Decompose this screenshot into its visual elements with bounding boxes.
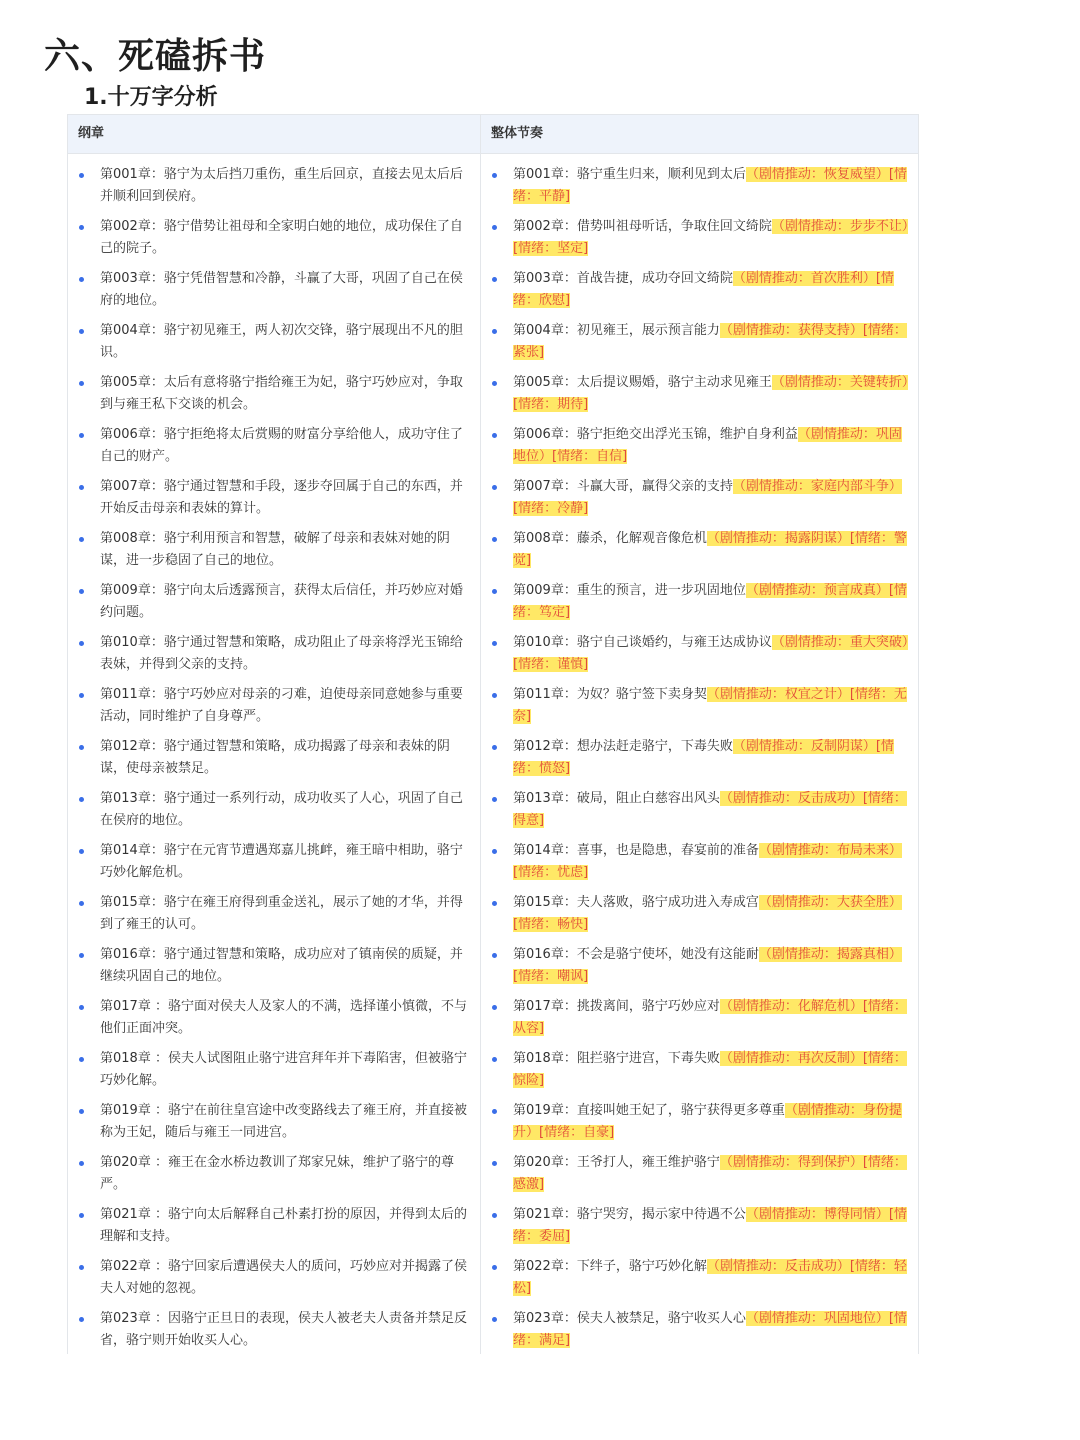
analysis-table bbox=[67, 114, 919, 1354]
rhythm-item bbox=[481, 788, 918, 832]
outline-text: 第008章：骆宁利用预言和智慧，破解了母亲和表妹对她的阴谋，进一步稳固了自己的地位。 bbox=[100, 531, 450, 568]
bullet-icon bbox=[492, 329, 497, 334]
rhythm-list bbox=[481, 164, 918, 1352]
bullet-icon bbox=[79, 225, 84, 230]
header-rhythm: 整体节奏 bbox=[491, 126, 544, 141]
bullet-icon bbox=[79, 1109, 84, 1114]
rhythm-item bbox=[481, 944, 918, 988]
rhythm-tag: （剧情推动：再次反制）[情绪：惊险] bbox=[513, 1051, 907, 1088]
outline-text: 第012章：骆宁通过智慧和策略，成功揭露了母亲和表妹的阴谋，使母亲被禁足。 bbox=[100, 739, 450, 776]
outline-item bbox=[68, 1308, 480, 1352]
rhythm-item bbox=[481, 164, 918, 208]
outline-text: 第023章 ：因骆宁正旦日的表现，侯夫人被老夫人责备并禁足反省，骆宁则开始收买人心。 bbox=[100, 1311, 467, 1348]
rhythm-tag: （剧情推动：博得同情）[情绪：委屈] bbox=[513, 1207, 907, 1244]
outline-item bbox=[68, 736, 480, 780]
rhythm-tag: （剧情推动：首次胜利）[情绪：欣慰] bbox=[513, 271, 894, 308]
rhythm-tag: （剧情推动：身份提升）[情绪：自豪] bbox=[513, 1103, 902, 1140]
bullet-icon bbox=[492, 745, 497, 750]
outline-text: 第009章：骆宁向太后透露预言，获得太后信任，并巧妙应对婚约问题。 bbox=[100, 583, 463, 620]
outline-item bbox=[68, 580, 480, 624]
bullet-icon bbox=[79, 849, 84, 854]
outline-item bbox=[68, 216, 480, 260]
bullet-icon bbox=[492, 381, 497, 386]
outline-item bbox=[68, 424, 480, 468]
rhythm-item bbox=[481, 1048, 918, 1092]
rhythm-tag: （剧情推动：巩固地位）[情绪：满足] bbox=[513, 1311, 907, 1348]
outline-text: 第019章 ：骆宁在前往皇宫途中改变路线去了雍王府，并直接被称为王妃，随后与雍王一同进宫。 bbox=[100, 1103, 467, 1140]
outline-item bbox=[68, 840, 480, 884]
outline-column bbox=[68, 154, 481, 1354]
bullet-icon bbox=[492, 537, 497, 542]
rhythm-tag: （剧情推动：巩固地位）[情绪：自信] bbox=[513, 427, 902, 464]
section-title: 1.十万字分析 bbox=[84, 85, 218, 110]
bullet-icon bbox=[492, 797, 497, 802]
outline-text: 第010章：骆宁通过智慧和策略，成功阻止了母亲将浮光玉锦给表妹，并得到父亲的支持。 bbox=[100, 635, 463, 672]
rhythm-item bbox=[481, 840, 918, 884]
rhythm-text: 第008章：藤杀，化解观音像危机 bbox=[513, 531, 707, 546]
rhythm-item bbox=[481, 216, 918, 260]
rhythm-tag: （剧情推动：预言成真）[情绪：笃定] bbox=[513, 583, 907, 620]
bullet-icon bbox=[79, 277, 84, 282]
rhythm-item bbox=[481, 1256, 918, 1300]
bullet-icon bbox=[79, 589, 84, 594]
bullet-icon bbox=[492, 1057, 497, 1062]
rhythm-item bbox=[481, 1100, 918, 1144]
bullet-icon bbox=[492, 173, 497, 178]
header-outline: 纲章 bbox=[68, 115, 481, 153]
rhythm-tag: （剧情推动：揭露阴谋）[情绪：警觉] bbox=[513, 531, 907, 568]
outline-item bbox=[68, 320, 480, 364]
rhythm-text: 第023章：侯夫人被禁足，骆宁收买人心 bbox=[513, 1311, 746, 1326]
rhythm-item bbox=[481, 1152, 918, 1196]
bullet-icon bbox=[492, 1005, 497, 1010]
outline-item bbox=[68, 1048, 480, 1092]
bullet-icon bbox=[492, 433, 497, 438]
outline-text: 第007章：骆宁通过智慧和手段，逐步夺回属于自己的东西，并开始反击母亲和表妹的算计。 bbox=[100, 479, 463, 516]
rhythm-item bbox=[481, 1204, 918, 1248]
rhythm-tag: （剧情推动：布局未来）[情绪：忧虑] bbox=[513, 843, 902, 880]
outline-text: 第022章 ：骆宁回家后遭遇侯夫人的质问，巧妙应对并揭露了侯夫人对她的忽视。 bbox=[100, 1259, 467, 1296]
rhythm-text: 第013章：破局，阻止白慈容出风头 bbox=[513, 791, 720, 806]
rhythm-item bbox=[481, 684, 918, 728]
outline-text: 第018章 ：侯夫人试图阻止骆宁进宫拜年并下毒陷害，但被骆宁巧妙化解。 bbox=[100, 1051, 467, 1088]
bullet-icon bbox=[79, 1057, 84, 1062]
bullet-icon bbox=[492, 693, 497, 698]
bullet-icon bbox=[79, 797, 84, 802]
outline-text: 第016章：骆宁通过智慧和策略，成功应对了镇南侯的质疑，并继续巩固自己的地位。 bbox=[100, 947, 463, 984]
rhythm-tag: （剧情推动：家庭内部斗争）[情绪：冷静] bbox=[513, 479, 902, 516]
rhythm-text: 第016章：不会是骆宁使坏，她没有这能耐 bbox=[513, 947, 759, 962]
outline-text: 第021章 ：骆宁向太后解释自己朴素打扮的原因，并得到太后的理解和支持。 bbox=[100, 1207, 467, 1244]
outline-list bbox=[68, 164, 480, 1352]
bullet-icon bbox=[492, 277, 497, 282]
outline-text: 第015章：骆宁在雍王府得到重金送礼，展示了她的才华，并得到了雍王的认可。 bbox=[100, 895, 463, 932]
outline-text: 第004章：骆宁初见雍王，两人初次交锋，骆宁展现出不凡的胆识。 bbox=[100, 323, 463, 360]
bullet-icon bbox=[79, 1005, 84, 1010]
rhythm-text: 第007章：斗赢大哥，赢得父亲的支持 bbox=[513, 479, 733, 494]
bullet-icon bbox=[79, 1161, 84, 1166]
outline-item bbox=[68, 1256, 480, 1300]
rhythm-item bbox=[481, 476, 918, 520]
rhythm-text: 第006章：骆宁拒绝交出浮光玉锦，维护自身利益 bbox=[513, 427, 798, 442]
outline-text: 第017章 ：骆宁面对侯夫人及家人的不满，选择谨小慎微，不与他们正面冲突。 bbox=[100, 999, 467, 1036]
bullet-icon bbox=[79, 641, 84, 646]
bullet-icon bbox=[79, 1213, 84, 1218]
bullet-icon bbox=[79, 1265, 84, 1270]
rhythm-text: 第003章：首战告捷，成功夺回文绮院 bbox=[513, 271, 733, 286]
rhythm-text: 第009章：重生的预言，进一步巩固地位 bbox=[513, 583, 746, 598]
rhythm-column bbox=[481, 154, 918, 1354]
outline-text: 第014章：骆宁在元宵节遭遇郑嘉儿挑衅，雍王暗中相助，骆宁巧妙化解危机。 bbox=[100, 843, 463, 880]
outline-text: 第005章：太后有意将骆宁指给雍王为妃，骆宁巧妙应对，争取到与雍王私下交谈的机会。 bbox=[100, 375, 463, 412]
outline-item bbox=[68, 632, 480, 676]
outline-text: 第020章 ：雍王在金水桥边教训了郑家兄妹，维护了骆宁的尊严。 bbox=[100, 1155, 454, 1192]
bullet-icon bbox=[79, 693, 84, 698]
rhythm-item bbox=[481, 1308, 918, 1352]
bullet-icon bbox=[492, 1109, 497, 1114]
rhythm-item bbox=[481, 424, 918, 468]
outline-item bbox=[68, 1100, 480, 1144]
bullet-icon bbox=[79, 901, 84, 906]
outline-text: 第002章：骆宁借势让祖母和全家明白她的地位，成功保住了自己的院子。 bbox=[100, 219, 463, 256]
bullet-icon bbox=[79, 745, 84, 750]
bullet-icon bbox=[79, 1317, 84, 1322]
rhythm-item bbox=[481, 996, 918, 1040]
rhythm-tag: （剧情推动：重大突破）[情绪：谨慎] bbox=[513, 635, 909, 672]
bullet-icon bbox=[492, 1213, 497, 1218]
bullet-icon bbox=[492, 849, 497, 854]
rhythm-text: 第020章：王爷打人，雍王维护骆宁 bbox=[513, 1155, 720, 1170]
outline-item bbox=[68, 1152, 480, 1196]
rhythm-text: 第021章：骆宁哭穷，揭示家中待遇不公 bbox=[513, 1207, 746, 1222]
outline-text: 第001章：骆宁为太后挡刀重伤，重生后回京，直接去见太后后并顺利回到侯府。 bbox=[100, 167, 463, 204]
rhythm-item bbox=[481, 892, 918, 936]
bullet-icon bbox=[492, 901, 497, 906]
bullet-icon bbox=[79, 329, 84, 334]
bullet-icon bbox=[79, 537, 84, 542]
page-title: 六、死磕拆书 bbox=[44, 36, 267, 77]
rhythm-tag: （剧情推动：恢复威望）[情绪：平静] bbox=[513, 167, 907, 204]
rhythm-tag: （剧情推动：反击成功）[情绪：轻松] bbox=[513, 1259, 907, 1296]
bullet-icon bbox=[492, 953, 497, 958]
rhythm-text: 第010章：骆宁自己谈婚约，与雍王达成协议 bbox=[513, 635, 772, 650]
outline-item bbox=[68, 372, 480, 416]
outline-text: 第006章：骆宁拒绝将太后赏赐的财富分享给他人，成功守住了自己的财产。 bbox=[100, 427, 463, 464]
rhythm-item bbox=[481, 268, 918, 312]
rhythm-tag: （剧情推动：关键转折）[情绪：期待] bbox=[513, 375, 909, 412]
outline-item bbox=[68, 996, 480, 1040]
rhythm-text: 第014章：喜事，也是隐患，春宴前的准备 bbox=[513, 843, 759, 858]
rhythm-text: 第018章：阻拦骆宁进宫，下毒失败 bbox=[513, 1051, 720, 1066]
outline-item bbox=[68, 788, 480, 832]
rhythm-tag: （剧情推动：步步不让）[情绪：坚定] bbox=[513, 219, 909, 256]
outline-item bbox=[68, 268, 480, 312]
bullet-icon bbox=[79, 953, 84, 958]
rhythm-tag: （剧情推动：反制阴谋）[情绪：愤怒] bbox=[513, 739, 894, 776]
bullet-icon bbox=[79, 433, 84, 438]
rhythm-tag: （剧情推动：获得支持）[情绪：紧张] bbox=[513, 323, 907, 360]
bullet-icon bbox=[79, 381, 84, 386]
outline-item bbox=[68, 1204, 480, 1248]
rhythm-text: 第002章：借势叫祖母听话，争取住回文绮院 bbox=[513, 219, 772, 234]
rhythm-tag: （剧情推动：大获全胜）[情绪：畅快] bbox=[513, 895, 902, 932]
rhythm-text: 第015章：夫人落败，骆宁成功进入寿成宫 bbox=[513, 895, 759, 910]
outline-text: 第011章：骆宁巧妙应对母亲的刁难，迫使母亲同意她参与重要活动，同时维护了自身尊严。 bbox=[100, 687, 463, 724]
table-header bbox=[68, 114, 918, 154]
rhythm-tag: （剧情推动：化解危机）[情绪：从容] bbox=[513, 999, 907, 1036]
rhythm-text: 第012章：想办法赶走骆宁，下毒失败 bbox=[513, 739, 733, 754]
rhythm-text: 第017章：挑拨离间，骆宁巧妙应对 bbox=[513, 999, 720, 1014]
bullet-icon bbox=[492, 1265, 497, 1270]
rhythm-item bbox=[481, 528, 918, 572]
table-body bbox=[68, 154, 918, 1354]
bullet-icon bbox=[492, 1161, 497, 1166]
outline-item bbox=[68, 528, 480, 572]
rhythm-tag: （剧情推动：揭露真相）[情绪：嘲讽] bbox=[513, 947, 902, 984]
rhythm-tag: （剧情推动：反击成功）[情绪：得意] bbox=[513, 791, 907, 828]
rhythm-item bbox=[481, 632, 918, 676]
rhythm-tag: （剧情推动：权宜之计）[情绪：无奈] bbox=[513, 687, 907, 724]
rhythm-text: 第011章：为奴？骆宁签下卖身契 bbox=[513, 687, 707, 702]
bullet-icon bbox=[492, 485, 497, 490]
rhythm-text: 第019章：直接叫她王妃了，骆宁获得更多尊重 bbox=[513, 1103, 785, 1118]
bullet-icon bbox=[492, 225, 497, 230]
rhythm-text: 第022章：下绊子，骆宁巧妙化解 bbox=[513, 1259, 707, 1274]
rhythm-text: 第001章：骆宁重生归来，顺利见到太后 bbox=[513, 167, 746, 182]
outline-item bbox=[68, 944, 480, 988]
outline-item bbox=[68, 164, 480, 208]
rhythm-item bbox=[481, 320, 918, 364]
outline-item bbox=[68, 476, 480, 520]
rhythm-text: 第004章：初见雍王，展示预言能力 bbox=[513, 323, 720, 338]
bullet-icon bbox=[492, 589, 497, 594]
bullet-icon bbox=[492, 641, 497, 646]
rhythm-item bbox=[481, 580, 918, 624]
rhythm-tag: （剧情推动：得到保护）[情绪：感激] bbox=[513, 1155, 907, 1192]
bullet-icon bbox=[79, 485, 84, 490]
outline-text: 第003章：骆宁凭借智慧和冷静，斗赢了大哥，巩固了自己在侯府的地位。 bbox=[100, 271, 463, 308]
bullet-icon bbox=[492, 1317, 497, 1322]
rhythm-item bbox=[481, 736, 918, 780]
rhythm-item bbox=[481, 372, 918, 416]
bullet-icon bbox=[79, 173, 84, 178]
outline-item bbox=[68, 684, 480, 728]
rhythm-text: 第005章：太后提议赐婚，骆宁主动求见雍王 bbox=[513, 375, 772, 390]
outline-item bbox=[68, 892, 480, 936]
outline-text: 第013章：骆宁通过一系列行动，成功收买了人心，巩固了自己在侯府的地位。 bbox=[100, 791, 463, 828]
